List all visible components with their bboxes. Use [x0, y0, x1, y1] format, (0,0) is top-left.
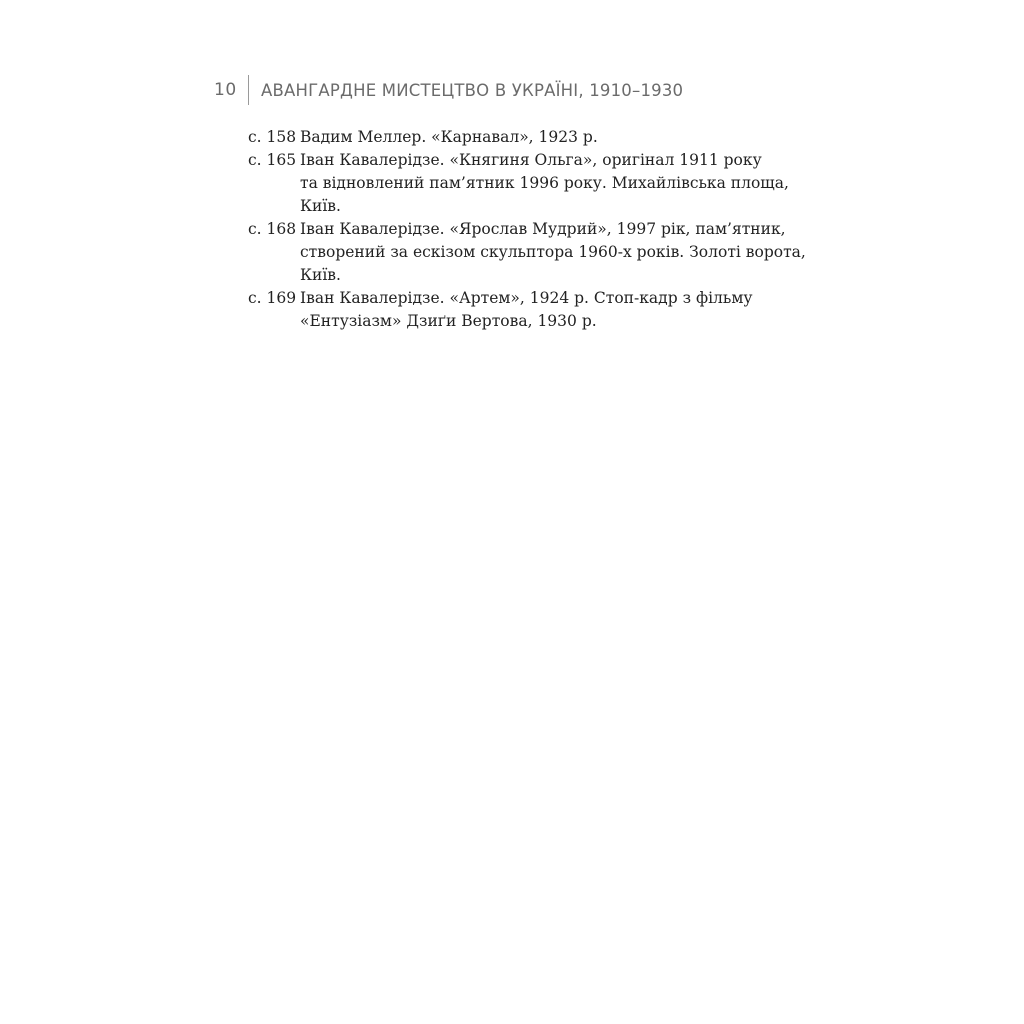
- credit-caption: [300, 218, 808, 287]
- credit-caption-line: Вадим Меллер. «Карнавал», 1923 р.: [300, 128, 598, 146]
- running-head: [214, 74, 683, 106]
- running-title: АВАНГАРДНЕ МИСТЕЦТВО В УКРАЇНІ, 1910–1930: [261, 80, 684, 100]
- credit-entry-169: [248, 287, 808, 333]
- credit-page-ref: с. 165: [248, 151, 297, 169]
- credit-caption: [300, 149, 808, 218]
- credit-caption-line: Київ.: [300, 266, 341, 284]
- credit-caption-line: Іван Кавалерідзе. «Княгиня Ольга», оригінал 1911 року: [300, 151, 762, 169]
- credit-caption: [300, 287, 808, 333]
- credit-entry-158: [248, 126, 808, 149]
- page-number: 10: [214, 80, 237, 100]
- credit-entry-165: [248, 149, 808, 218]
- illustration-credits-list: [248, 126, 808, 333]
- credit-caption-line: та відновлений пам’ятник 1996 року. Михайлівська площа,: [300, 174, 789, 192]
- credit-caption-line: Іван Кавалерідзе. «Ярослав Мудрий», 1997 рік, пам’ятник,: [300, 220, 786, 238]
- credit-caption: [300, 126, 808, 149]
- credit-caption-line: Іван Кавалерідзе. «Артем», 1924 р. Стоп-кадр з фільму: [300, 289, 753, 307]
- credit-caption-line: створений за ескізом скульптора 1960-х років. Золоті ворота,: [300, 243, 806, 261]
- header-divider: [248, 75, 249, 105]
- credit-caption-line: Київ.: [300, 197, 341, 215]
- credit-page-ref: с. 169: [248, 289, 297, 307]
- credit-page-ref: с. 158: [248, 128, 297, 146]
- credit-page-ref: с. 168: [248, 220, 297, 238]
- credit-caption-line: «Ентузіазм» Дзиґи Вертова, 1930 р.: [300, 312, 597, 330]
- credit-entry-168: [248, 218, 808, 287]
